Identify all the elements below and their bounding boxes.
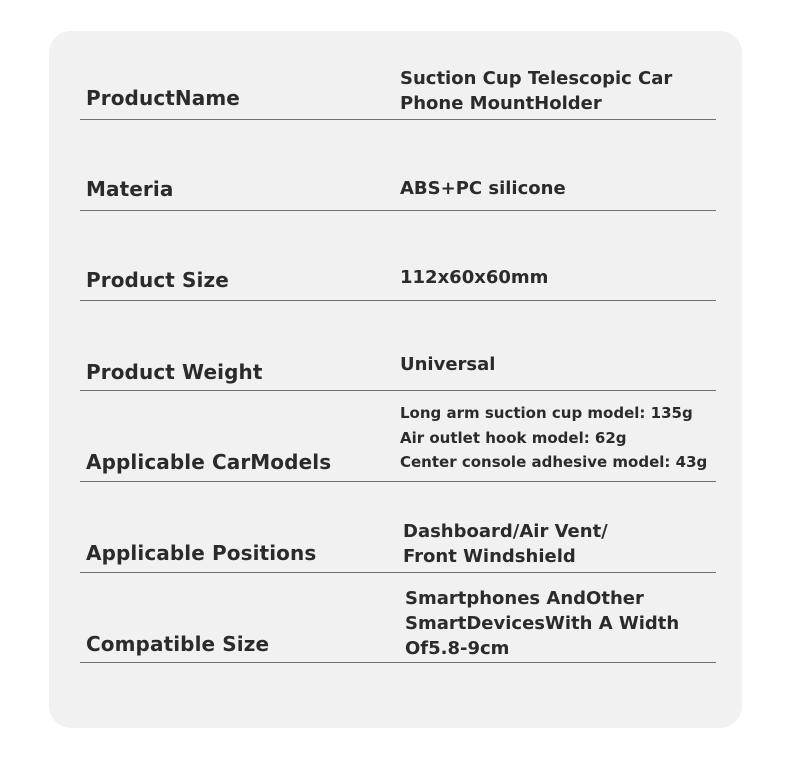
- spec-value-line: Air outlet hook model: 62g: [400, 428, 627, 447]
- spec-row-applicable-positions: [80, 510, 716, 573]
- spec-row-applicable-car-models: [80, 396, 716, 482]
- spec-value-line: Long arm suction cup model: 135g: [400, 404, 693, 422]
- spec-label: Materia: [86, 177, 174, 201]
- spec-row-product-size: [80, 240, 716, 301]
- spec-value-line: Front Windshield: [403, 546, 576, 567]
- spec-value: [403, 519, 608, 569]
- spec-label: Applicable Positions: [86, 541, 317, 565]
- spec-row-material: [80, 150, 716, 211]
- spec-value-line: SmartDevicesWith A Width: [405, 613, 680, 634]
- spec-label: ProductName: [86, 86, 240, 110]
- spec-value: [400, 66, 672, 116]
- spec-value-line: Suction Cup Telescopic Car: [400, 68, 673, 89]
- spec-value-line: Smartphones AndOther: [405, 588, 644, 609]
- spec-value-line: 112x60x60mm: [400, 267, 549, 288]
- spec-value-line: Phone MountHolder: [400, 93, 602, 114]
- spec-value-line: Dashboard/Air Vent/: [403, 521, 608, 542]
- spec-label: Product Size: [86, 268, 229, 292]
- spec-label: Compatible Size: [86, 632, 270, 656]
- spec-value: [405, 586, 679, 661]
- spec-value-line: ABS+PC silicone: [400, 178, 566, 199]
- spec-label: Applicable CarModels: [86, 450, 332, 474]
- spec-value-line: Of5.8-9cm: [405, 638, 510, 659]
- spec-value: [400, 176, 566, 201]
- spec-value-line: Center console adhesive model: 43g: [400, 453, 708, 471]
- spec-value-line: Universal: [400, 354, 496, 375]
- spec-row-product-weight: [80, 330, 716, 391]
- spec-row-compatible-size: [80, 580, 716, 663]
- spec-label: Product Weight: [86, 360, 263, 384]
- spec-value: [400, 401, 707, 475]
- spec-value: [400, 352, 495, 377]
- spec-value: [400, 265, 548, 290]
- spec-row-product-name: [80, 60, 716, 120]
